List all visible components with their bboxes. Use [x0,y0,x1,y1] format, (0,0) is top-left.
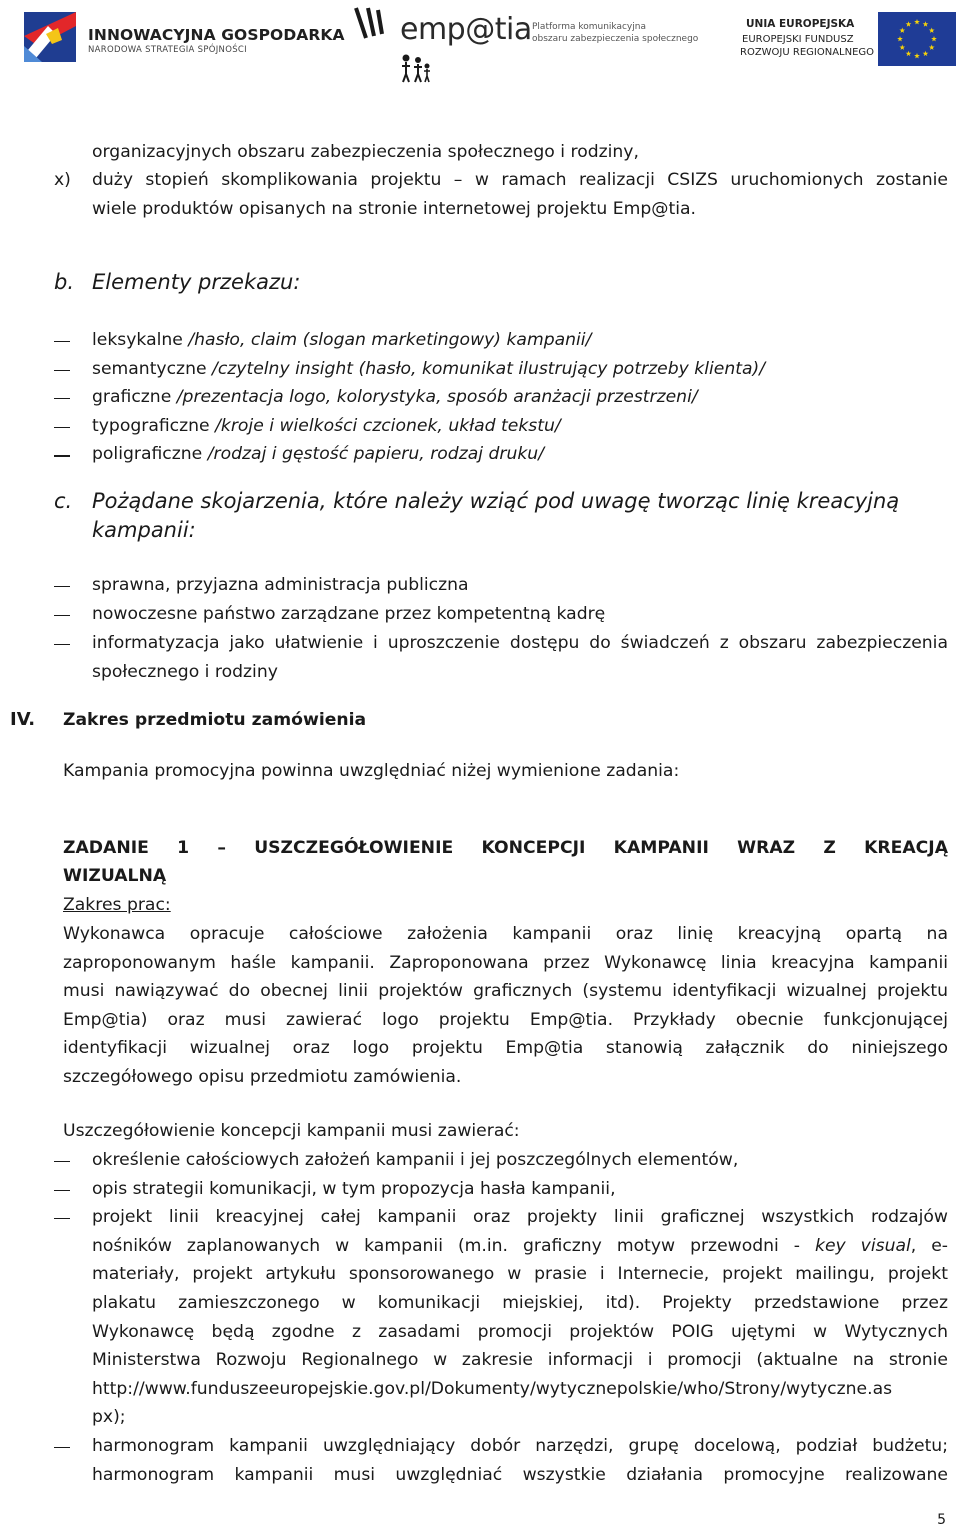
innowacyjna-gospodarka-logo [18,6,345,66]
task1-list-text: plakatu zamieszczonego w komunikacji miejskiej, itd). Projekty przedstawione przez [92,1293,948,1313]
empatia-logo [348,2,699,86]
task1-list-segment: , e- [910,1235,949,1256]
dash-marker [54,1161,70,1162]
section-b-item-detail: /kroje i wielkości czcionek, układ tekstu/ [215,415,561,436]
ue-line1: UNIA EUROPEJSKA [746,18,855,30]
dash-marker [54,427,70,428]
task1-list-line [92,1461,948,1490]
task1-list-line [92,1260,948,1289]
section-b-item-label: leksykalne [92,330,183,350]
section-c-item: sprawna, przyjazna administracja publiczna [92,575,469,595]
task1-list-text: projekt linii kreacyjnej całej kampanii oraz projekty linii graficznej wszystkich rodzajów [92,1207,948,1228]
dash-marker [54,341,70,342]
task1-para-text: zaproponowanym haśle kampanii. Zaproponowana przez Wykonawcę linia kreacyjna kampanii [63,952,948,973]
section-c-letter: c. [54,489,73,513]
task1-para-text: Emp@tia) oraz musi zawierać logo projektu Emp@tia. Przykłady obecnie funkcjonującej [63,1009,948,1030]
task1-title-line1 [63,834,948,863]
task1-list-text: określenie całościowych założeń kampanii i jej poszczególnych elementów, [92,1150,739,1170]
task1-para-line [63,1006,948,1035]
dash-marker [54,644,70,645]
dash-marker [54,1447,70,1448]
section-c-item-text: informatyzacja jako ułatwienie i uproszczenie dostępu do świadczeń z obszaru zabezpieczenia [92,633,948,653]
page-header [0,0,960,90]
section-b-item-label: semantyczne [92,358,207,379]
section-b-item-detail: /czytelny insight (hasło, komunikat ilustrujący potrzeby klienta)/ [212,358,766,379]
section-c-item: nowoczesne państwo zarządzane przez kompetentną kadrę [92,604,606,624]
ue-line3: ROZWOJU REGIONALNEGO [740,47,875,58]
section-b-title: Elementy przekazu: [92,270,301,294]
section-c-item [92,629,948,658]
dash-marker [54,455,70,456]
task1-list-text: Wykonawcę będą zgodne z zasadami promocji projektów POIG ujętymi w Wytycznych [92,1321,948,1342]
section-b-item-detail: /hasło, claim (slogan marketingowy) kampanii/ [188,330,592,350]
dash-marker [54,586,70,587]
dash-marker [54,615,70,616]
task1-list-line [92,1146,948,1175]
section-b-item-label: graficzne [92,387,172,408]
task1-list-text: materiały, projekt artykułu sponsorowanego w prasie i Internecie, projekt mailingu, projekt [92,1264,948,1285]
task1-para-line [63,1063,948,1092]
task1-list-text: http://www.funduszeeuropejskie.gov.pl/Dokumenty/wytycznepolskie/who/Strony/wytyczne.as [92,1378,893,1399]
task1-para-line [63,949,948,978]
task1-para-line [63,920,948,949]
task1-list-line [92,1232,948,1261]
task1-para-text: Wykonawca opracuje całościowe założenia kampanii oraz linię kreacyjną opartą na [63,924,948,944]
task1-para-line [63,1034,948,1063]
intro-x-line2: wiele produktów opisanych na stronie internetowej projektu Emp@tia. [92,199,696,219]
section-b-item [92,326,591,355]
task1-list-text: harmonogram kampanii uwzględniający dobór narzędzi, grupę docelową, podział budżetu; [92,1436,948,1456]
ue-line2: EUROPEJSKI FUNDUSZ [742,34,854,45]
eu-flag-icon [878,12,956,66]
intro-x-text1: duży stopień skomplikowania projektu – w ramach realizacji CSIZS uruchomionych zostanie [92,170,948,190]
section-iv-title: Zakres przedmiotu zamówienia [63,710,367,730]
section-c-title-line2: kampanii: [92,518,196,542]
task1-list-line [92,1346,948,1375]
task1-para-text: szczegółowego opisu przedmiotu zamówienia. [63,1067,462,1087]
task1-para-text: musi nawiązywać do obecnej linii projektów graficznych (systemu identyfikacji wizualnej projektu [63,981,948,1002]
task1-scope-label: Zakres prac: [63,895,171,915]
section-b-item-detail: /rodzaj i gęstość papieru, rodzaj druku/ [207,444,544,465]
task1-list-line [92,1289,948,1318]
task1-title-line2: WIZUALNĄ [63,866,167,886]
task1-list-text [92,1232,948,1261]
section-b-item-detail: /prezentacja logo, kolorystyka, sposób aranżacji przestrzeni/ [176,387,698,408]
task1-list-text: opis strategii komunikacji, w tym propozycja hasła kampanii, [92,1178,616,1199]
section-iv-intro: Kampania promocyjna powinna uwzględniać niżej wymienione zadania: [63,761,680,781]
dash-marker [54,1218,70,1219]
task1-list-text: px); [92,1407,126,1428]
dash-marker [54,370,70,371]
intro-line: organizacyjnych obszaru zabezpieczenia społecznego i rodziny, [92,142,639,162]
section-b-item [92,440,544,469]
key-visual-term: key visual [814,1235,911,1256]
task1-list-line [92,1403,948,1432]
section-b-item [92,412,561,441]
section-b-item-label: typograficzne [92,415,210,436]
page-number: 5 [937,1512,946,1528]
task1-list-text: Ministerstwa Rozwoju Regionalnego w zakresie informacji i promocji (aktualne na stronie [92,1350,948,1371]
task1-list-line [92,1203,948,1232]
section-b-item [92,383,698,412]
task1-list-line [92,1175,948,1204]
section-iv-numeral: IV. [10,709,36,730]
task1-title-text: ZADANIE 1 – USZCZEGÓŁOWIENIE KONCEPCJI KAMPANII WRAZ Z KREACJĄ [63,838,948,858]
task1-para-line [63,977,948,1006]
section-b-item-label: poligraficzne [92,444,203,465]
task1-para-text: identyfikacji wizualnej oraz logo projektu Emp@tia stanowią załącznik do niniejszego [63,1038,948,1059]
dash-marker [54,1190,70,1191]
eu-fund-logo [738,12,960,66]
intro-x-line1 [92,166,948,195]
ig-title: INNOWACYJNA GOSPODARKA [88,26,345,44]
task1-list-segment: nośników zaplanowanych w kampanii (m.in. graficzny motyw przewodni - [92,1235,815,1256]
task1-list-text: harmonogram kampanii musi uwzględniać wszystkie działania promocyjne realizowane [92,1464,948,1485]
task1-list-line [92,1432,948,1461]
empatia-platform-line2: obszaru zabezpieczenia społecznego [532,34,699,44]
list-marker-x: x) [54,170,71,190]
ig-star-icon [18,6,82,66]
section-b-letter: b. [54,270,75,294]
section-c-item-cont: społecznego i rodziny [92,662,278,682]
task1-list-line [92,1318,948,1347]
task1-list-line [92,1375,948,1404]
task1-must-include: Uszczegółowienie koncepcji kampanii musi zawierać: [63,1121,520,1141]
ig-subtitle: NARODOWA STRATEGIA SPÓJNOŚCI [88,45,247,55]
section-c-title-line1: Pożądane skojarzenia, które należy wziąć pod uwagę tworząc linię kreacyjną [92,489,900,513]
empatia-platform-line1: Platforma komunikacyjna [532,22,646,32]
dash-marker [54,398,70,399]
empatia-brand: emp@tia [400,12,532,47]
section-b-item [92,355,765,384]
